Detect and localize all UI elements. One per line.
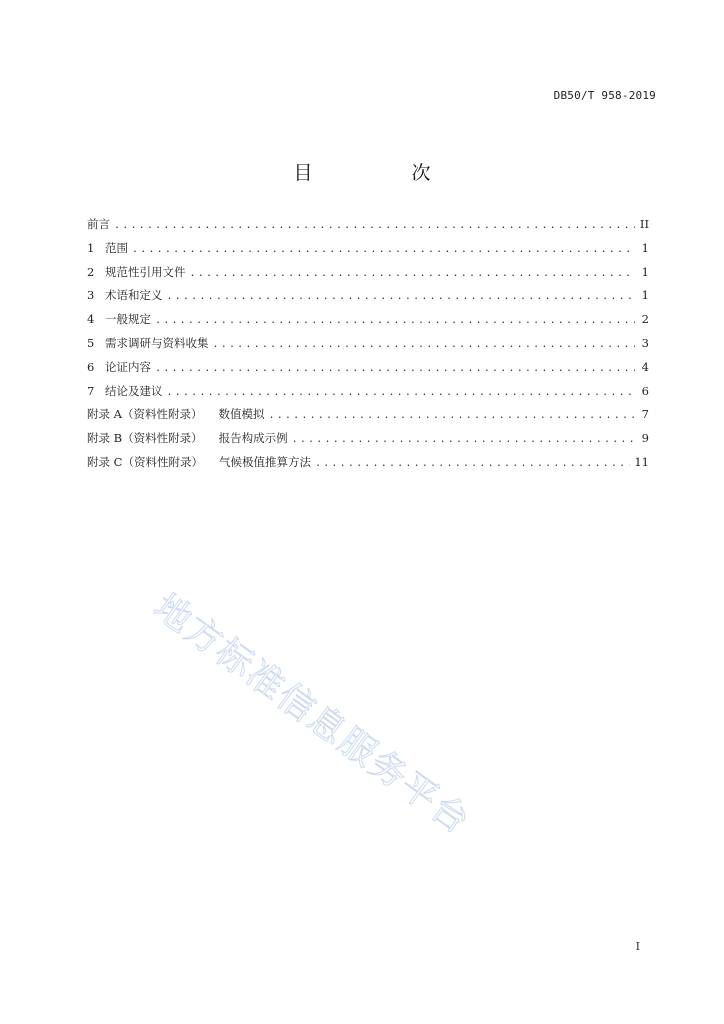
document-code: DB50/T 958-2019 [553,89,656,102]
toc-entry-number: 6 [87,359,95,374]
toc-entry-page: 1 [641,288,649,303]
toc-appendix-tag: 附录 C（资料性附录） [87,454,203,469]
toc-leader-dots [268,410,635,421]
toc-entry-page: 3 [641,335,649,350]
toc-entry-appendix-a[interactable] [87,406,649,430]
toc-entry-6[interactable] [87,359,649,383]
toc-entry-page: 4 [641,359,649,374]
toc-leader-dots [155,363,635,374]
toc-entry-page: 9 [641,431,649,446]
toc-entry-appendix-b[interactable] [87,430,649,454]
toc-entry-label: 术语和定义 [105,288,163,303]
page-title: 目 次 [293,162,471,184]
toc-entry-foreword[interactable] [87,216,649,240]
watermark: 地方标准信息服务平台 [146,586,478,844]
toc-entry-number: 2 [87,264,95,279]
toc-entry-label: 规范性引用文件 [105,264,186,279]
toc-leader-dots [213,339,636,350]
toc-entry-page: 7 [641,407,649,422]
toc-entry-5[interactable] [87,335,649,359]
toc-leader-dots [315,458,630,469]
toc-appendix-tag: 附录 A（资料性附录） [87,407,203,422]
toc-leader-dots [292,434,635,445]
toc-entry-label: 数值模拟 [218,407,265,422]
toc-entry-label: 范围 [105,240,128,255]
toc-appendix-tag: 附录 B（资料性附录） [87,431,203,446]
toc-entry-7[interactable] [87,383,649,407]
toc-entry-page: 6 [641,383,649,398]
toc-leader-dots [132,244,635,255]
toc-entry-label: 结论及建议 [105,383,163,398]
toc-leader-dots [190,268,636,279]
toc-leader-dots [167,387,636,398]
toc-entry-label: 一般规定 [105,312,151,327]
toc-entry-4[interactable] [87,311,649,335]
toc-entry-label: 前言 [87,217,110,231]
toc-entry-label: 需求调研与资料收集 [105,335,209,350]
toc-entry-number: 4 [87,312,95,327]
toc-entry-label: 报告构成示例 [218,431,288,446]
toc-leader-dots [114,220,635,231]
toc-entry-appendix-c[interactable] [87,454,649,478]
page-number: I [635,940,640,953]
toc-entry-number: 3 [87,288,95,303]
toc-leader-dots [167,291,636,302]
toc-entry-page: II [639,217,649,231]
toc-entry-label: 气候极值推算方法 [218,454,311,469]
toc-entry-page: 1 [641,264,649,279]
toc-leader-dots [155,315,635,326]
toc-entry-3[interactable] [87,287,649,311]
toc-entry-page: 11 [634,454,649,469]
toc-entry-page: 2 [641,312,649,327]
table-of-contents [87,216,649,478]
toc-entry-number: 5 [87,335,95,350]
toc-entry-number: 7 [87,383,95,398]
toc-entry-label: 论证内容 [105,359,151,374]
toc-entry-page: 1 [641,240,649,255]
toc-entry-2[interactable] [87,264,649,288]
toc-entry-1[interactable] [87,240,649,264]
toc-entry-number: 1 [87,240,95,255]
